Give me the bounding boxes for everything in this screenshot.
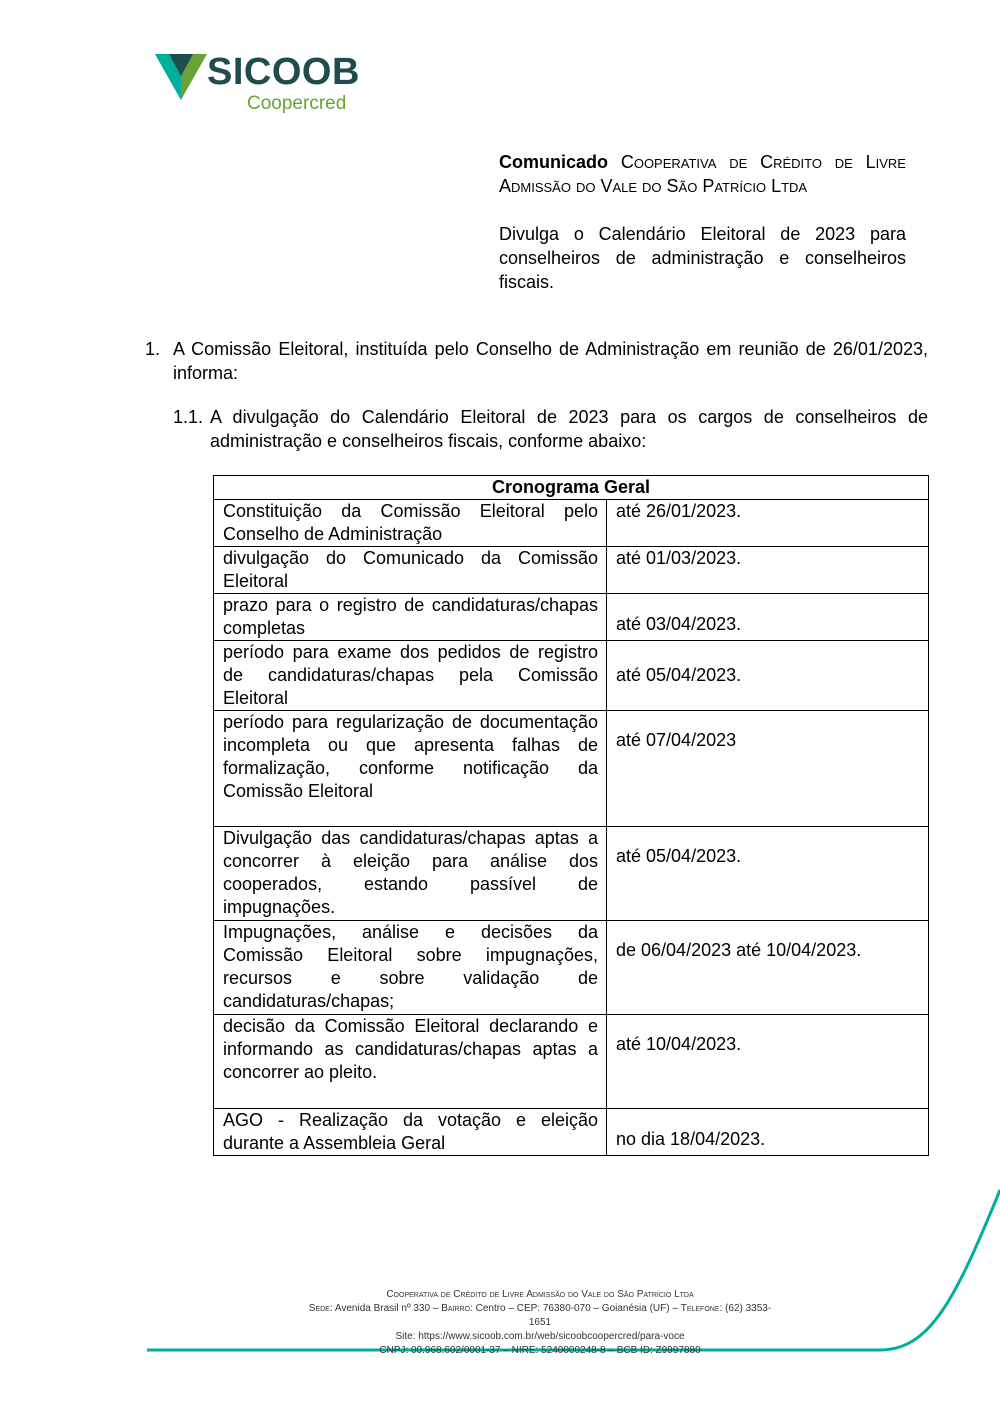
table-cell-event: decisão da Comissão Eleitoral declarando e informando as candidaturas/chapas aptas a concorrer ao pleito. — [214, 1015, 607, 1109]
table-cell-date: até 07/04/2023 — [607, 711, 929, 827]
footer-sede: Avenida Brasil nº 330 – — [334, 1303, 439, 1314]
table-cell-date: até 01/03/2023. — [607, 547, 929, 594]
table-cell-event: prazo para o registro de candidaturas/chapas completas — [214, 594, 607, 641]
section-1-1-number: 1.1. — [173, 407, 204, 427]
footer-address — [300, 1302, 780, 1330]
table-header: Cronograma Geral — [214, 476, 929, 500]
table-cell-date: de 06/04/2023 até 10/04/2023. — [607, 921, 929, 1015]
table-cell-date: até 05/04/2023. — [607, 641, 929, 711]
page-footer — [300, 1288, 780, 1358]
communique-description: Divulga o Calendário Eleitoral de 2023 para conselheiros de administração e conselheiros fiscais. — [499, 224, 906, 292]
table-cell-event: período para exame dos pedidos de registro de candidaturas/chapas pela Comissão Eleitoral — [214, 641, 607, 711]
table-cell-date: no dia 18/04/2023. — [607, 1109, 929, 1156]
logo-sub-text: Coopercred — [247, 93, 347, 114]
table-cell-event: Constituição da Comissão Eleitoral pelo Conselho de Administração — [214, 500, 607, 547]
footer-site: Site: https://www.sicoob.com.br/web/sicoobcoopercred/para-voce — [395, 1331, 685, 1342]
footer-label-sede: Sede: — [308, 1303, 333, 1314]
footer-label-telefone: Telefone: — [680, 1303, 723, 1314]
footer-bairro: Centro – CEP: 76380-070 – Goianésia (UF) – — [475, 1303, 678, 1314]
footer-telefone: (62) 3353-1651 — [528, 1303, 772, 1328]
table-cell-date: até 10/04/2023. — [607, 1015, 929, 1109]
section-1-number: 1. — [145, 339, 161, 359]
section-1-1-text: A divulgação do Calendário Eleitoral de 2023 para os cargos de conselheiros de administração e conselheiros fiscais, conforme abaixo: — [210, 407, 928, 451]
table-cell-event: divulgação do Comunicado da Comissão Eleitoral — [214, 547, 607, 594]
table-cell-date: até 26/01/2023. — [607, 500, 929, 547]
table-cell-date: até 03/04/2023. — [607, 594, 929, 641]
footer-registration: CNPJ: 00.968.602/0001-37 – NIRE: 5240000248-8 – BCB ID: Z9997880 — [379, 1345, 701, 1356]
table-cell-event: Divulgação das candidaturas/chapas aptas a concorrer à eleição para análise dos cooperados, estando passível de impugnações. — [214, 827, 607, 921]
table-cell-event: AGO - Realização da votação e eleição durante a Assembleia Geral — [214, 1109, 607, 1156]
table-cell-event: Impugnações, análise e decisões da Comissão Eleitoral sobre impugnações, recursos e sobre validação de candidaturas/chapas; — [214, 921, 607, 1015]
table-cell-event: período para regularização de documentação incompleta ou que apresenta falhas de formalização, conforme notificação da Comissão Eleitoral — [214, 711, 607, 827]
footer-cooperative-name: Cooperativa de Crédito de Livre Admissão do Vale do São Patrício Ltda — [386, 1289, 694, 1300]
communique-title: Comunicado — [499, 152, 609, 172]
footer-label-bairro: Bairro: — [441, 1303, 473, 1314]
logo-brand-text: SICOOB — [207, 51, 360, 93]
cooperative-name: Cooperativa de Crédito de Livre Admissão do Vale do São Patrício Ltda — [499, 152, 906, 196]
table-cell-date: até 05/04/2023. — [607, 827, 929, 921]
section-1-text: A Comissão Eleitoral, instituída pelo Conselho de Administração em reunião de 26/01/2023, informa: — [173, 339, 928, 383]
